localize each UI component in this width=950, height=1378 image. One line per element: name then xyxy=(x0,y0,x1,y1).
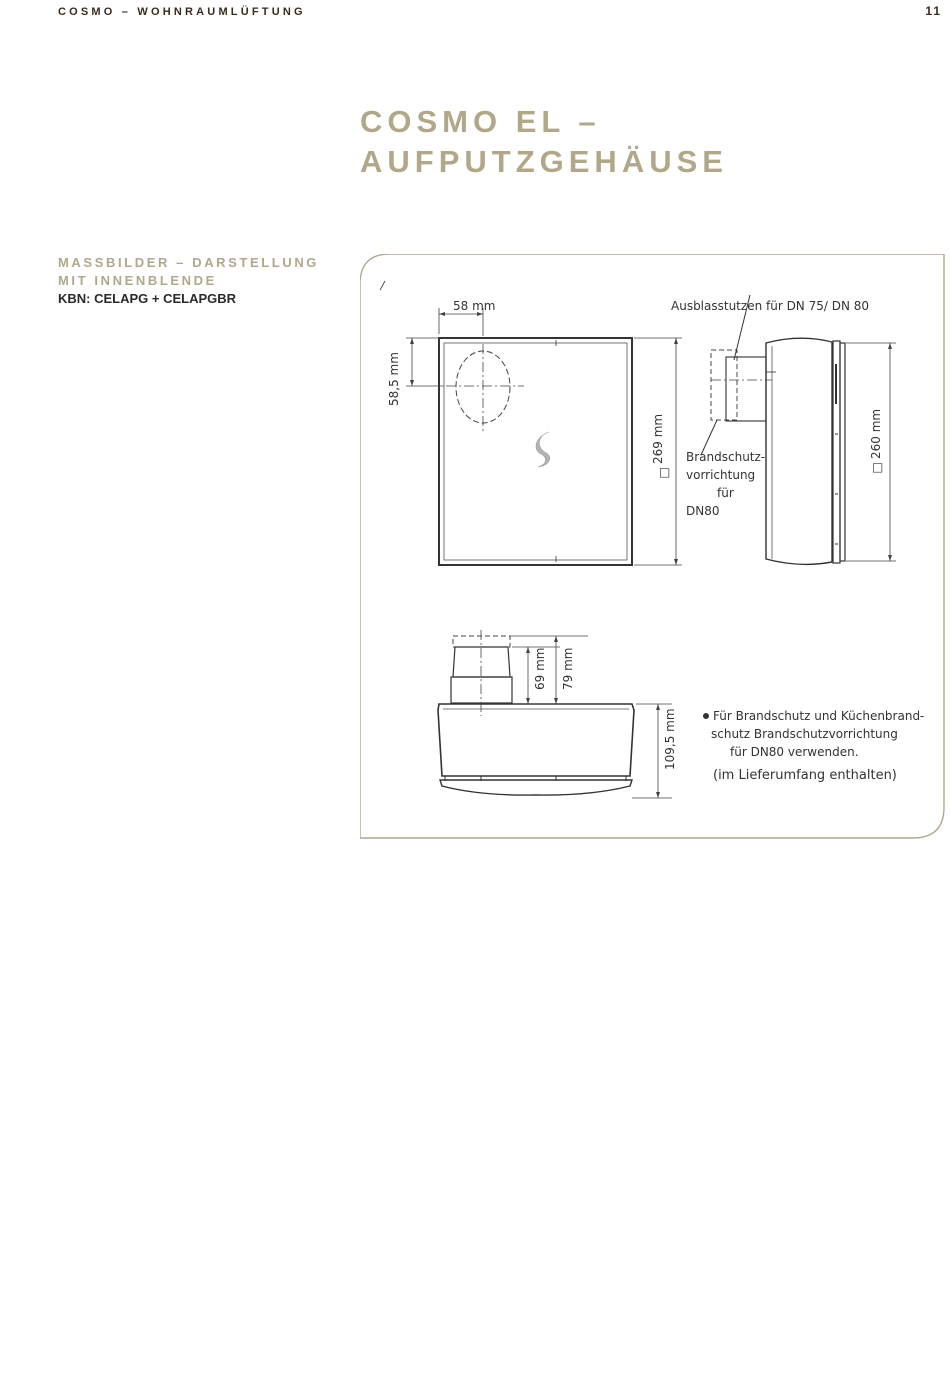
dim-79-label: 79 mm xyxy=(561,647,575,690)
page-title xyxy=(360,102,728,182)
logo-icon xyxy=(536,432,550,467)
dim-269-label: 269 mm xyxy=(651,413,665,464)
dim-269-square: □ xyxy=(659,465,671,479)
label-brandschutz-3: für xyxy=(717,486,734,500)
dim-109-5-label: 109,5 mm xyxy=(663,708,677,770)
note-line-2: schutz Brandschutzvorrichtung xyxy=(711,727,898,741)
tick-mark xyxy=(380,281,385,290)
title-line-1: COSMO EL – xyxy=(360,104,601,139)
title-line-2: AUFPUTZGEHÄUSE xyxy=(360,144,728,179)
dim-58-label: 58 mm xyxy=(453,299,496,313)
running-head: COSMO – WOHNRAUMLÜFTUNG xyxy=(58,6,306,18)
dim-79 xyxy=(510,636,588,704)
dim-58-5-label: 58,5 mm xyxy=(387,352,401,406)
dim-260-label: 260 mm xyxy=(869,408,883,459)
section-heading-line-1: MASSBILDER – DARSTELLUNG xyxy=(58,255,320,270)
bullet-icon xyxy=(703,713,709,719)
front-view xyxy=(439,338,632,565)
label-brandschutz-2: vorrichtung xyxy=(686,468,756,482)
note-line-4: (im Lieferumfang enthalten) xyxy=(713,768,897,783)
kbn-code: KBN: CELAPG + CELAPGBR xyxy=(58,291,237,306)
label-ausblasstutzen: Ausblasstutzen für DN 75/ DN 80 xyxy=(671,299,870,313)
section-heading xyxy=(58,254,319,290)
label-brandschutz-1: Brandschutz- xyxy=(686,450,766,464)
dim-260-square: □ xyxy=(872,460,884,474)
dim-69-label: 69 mm xyxy=(533,647,547,690)
note-line-3: für DN80 verwenden. xyxy=(730,745,859,759)
page-number: 11 xyxy=(925,4,942,18)
dimension-drawing xyxy=(360,254,945,839)
note-line-1: Für Brandschutz und Küchenbrand- xyxy=(713,709,925,723)
label-brandschutz-4: DN80 xyxy=(686,504,720,518)
section-heading-line-2: MIT INNENBLENDE xyxy=(58,273,217,288)
